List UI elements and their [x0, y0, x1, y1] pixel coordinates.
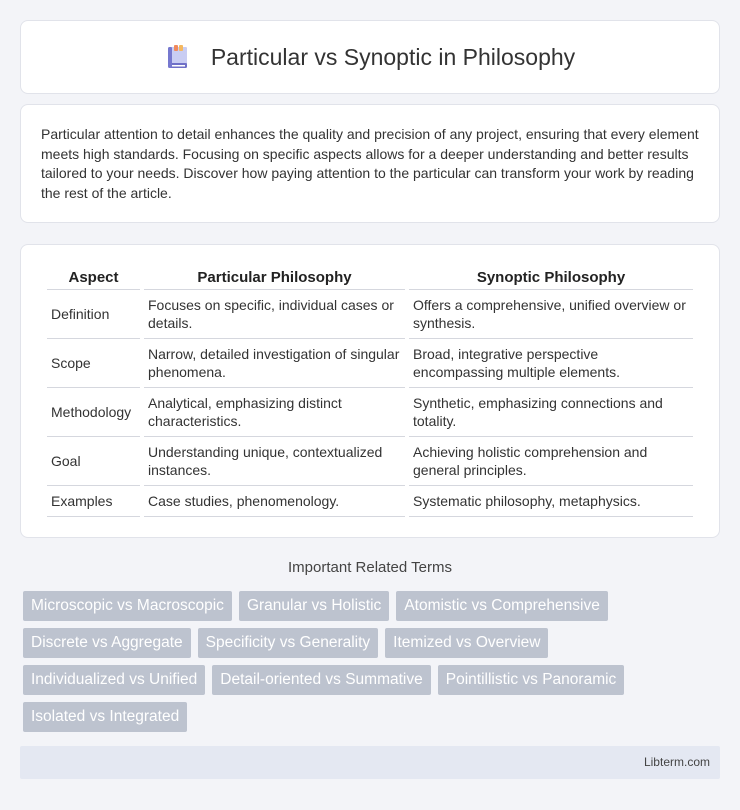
table-cell-aspect: Methodology — [47, 390, 140, 437]
intro-card — [20, 104, 720, 223]
table-cell-particular: Understanding unique, contextualized instances. — [144, 439, 405, 486]
table-cell-particular: Narrow, detailed investigation of singular phenomena. — [144, 341, 405, 388]
table-cell-particular: Analytical, emphasizing distinct characteristics. — [144, 390, 405, 437]
table-cell-aspect: Examples — [47, 488, 140, 517]
table-cell-aspect: Definition — [47, 292, 140, 339]
column-header: Aspect — [47, 267, 140, 290]
related-term-tag[interactable]: Specificity vs Generality — [198, 628, 379, 658]
comparison-table-card — [20, 244, 720, 538]
table-cell-synoptic: Synthetic, emphasizing connections and totality. — [409, 390, 693, 437]
book-icon — [165, 44, 191, 70]
footer — [20, 746, 720, 779]
related-term-tag[interactable]: Granular vs Holistic — [239, 591, 389, 621]
related-term-tag[interactable]: Individualized vs Unified — [23, 665, 205, 695]
table-cell-synoptic: Broad, integrative perspective encompassing multiple elements. — [409, 341, 693, 388]
comparison-table — [43, 265, 697, 519]
related-terms-list — [23, 591, 723, 732]
table-row — [47, 439, 693, 486]
table-row — [47, 390, 693, 437]
related-term-tag[interactable]: Itemized vs Overview — [385, 628, 548, 658]
table-cell-synoptic: Systematic philosophy, metaphysics. — [409, 488, 693, 517]
table-cell-synoptic: Achieving holistic comprehension and general principles. — [409, 439, 693, 486]
footer-site-link[interactable]: Libterm.com — [643, 755, 710, 769]
related-term-tag[interactable]: Atomistic vs Comprehensive — [396, 591, 608, 621]
related-term-tag[interactable]: Detail-oriented vs Summative — [212, 665, 430, 695]
page-title: Particular vs Synoptic in Philosophy — [210, 43, 576, 70]
intro-text: Particular attention to detail enhances the quality and precision of any project, ensuring that every element meets high standards. Focusing on specific aspects allows for a deeper understanding and better results tailored to your needs. Discover how paying attention to the particular can transform your work by reading the rest of the article. — [41, 126, 699, 201]
column-header: Particular Philosophy — [144, 267, 405, 290]
table-cell-aspect: Scope — [47, 341, 140, 388]
table-cell-particular: Case studies, phenomenology. — [144, 488, 405, 517]
related-terms-title: Important Related Terms — [288, 559, 452, 576]
related-term-tag[interactable]: Microscopic vs Macroscopic — [23, 591, 232, 621]
table-row — [47, 488, 693, 517]
table-row — [47, 341, 693, 388]
related-term-tag[interactable]: Isolated vs Integrated — [23, 702, 187, 732]
table-cell-particular: Focuses on specific, individual cases or details. — [144, 292, 405, 339]
column-header: Synoptic Philosophy — [409, 267, 693, 290]
table-cell-aspect: Goal — [47, 439, 140, 486]
table-row — [47, 292, 693, 339]
related-term-tag[interactable]: Pointillistic vs Panoramic — [438, 665, 625, 695]
table-cell-synoptic: Offers a comprehensive, unified overview or synthesis. — [409, 292, 693, 339]
header-card — [20, 20, 720, 94]
table-header-row — [47, 267, 693, 290]
related-term-tag[interactable]: Discrete vs Aggregate — [23, 628, 191, 658]
